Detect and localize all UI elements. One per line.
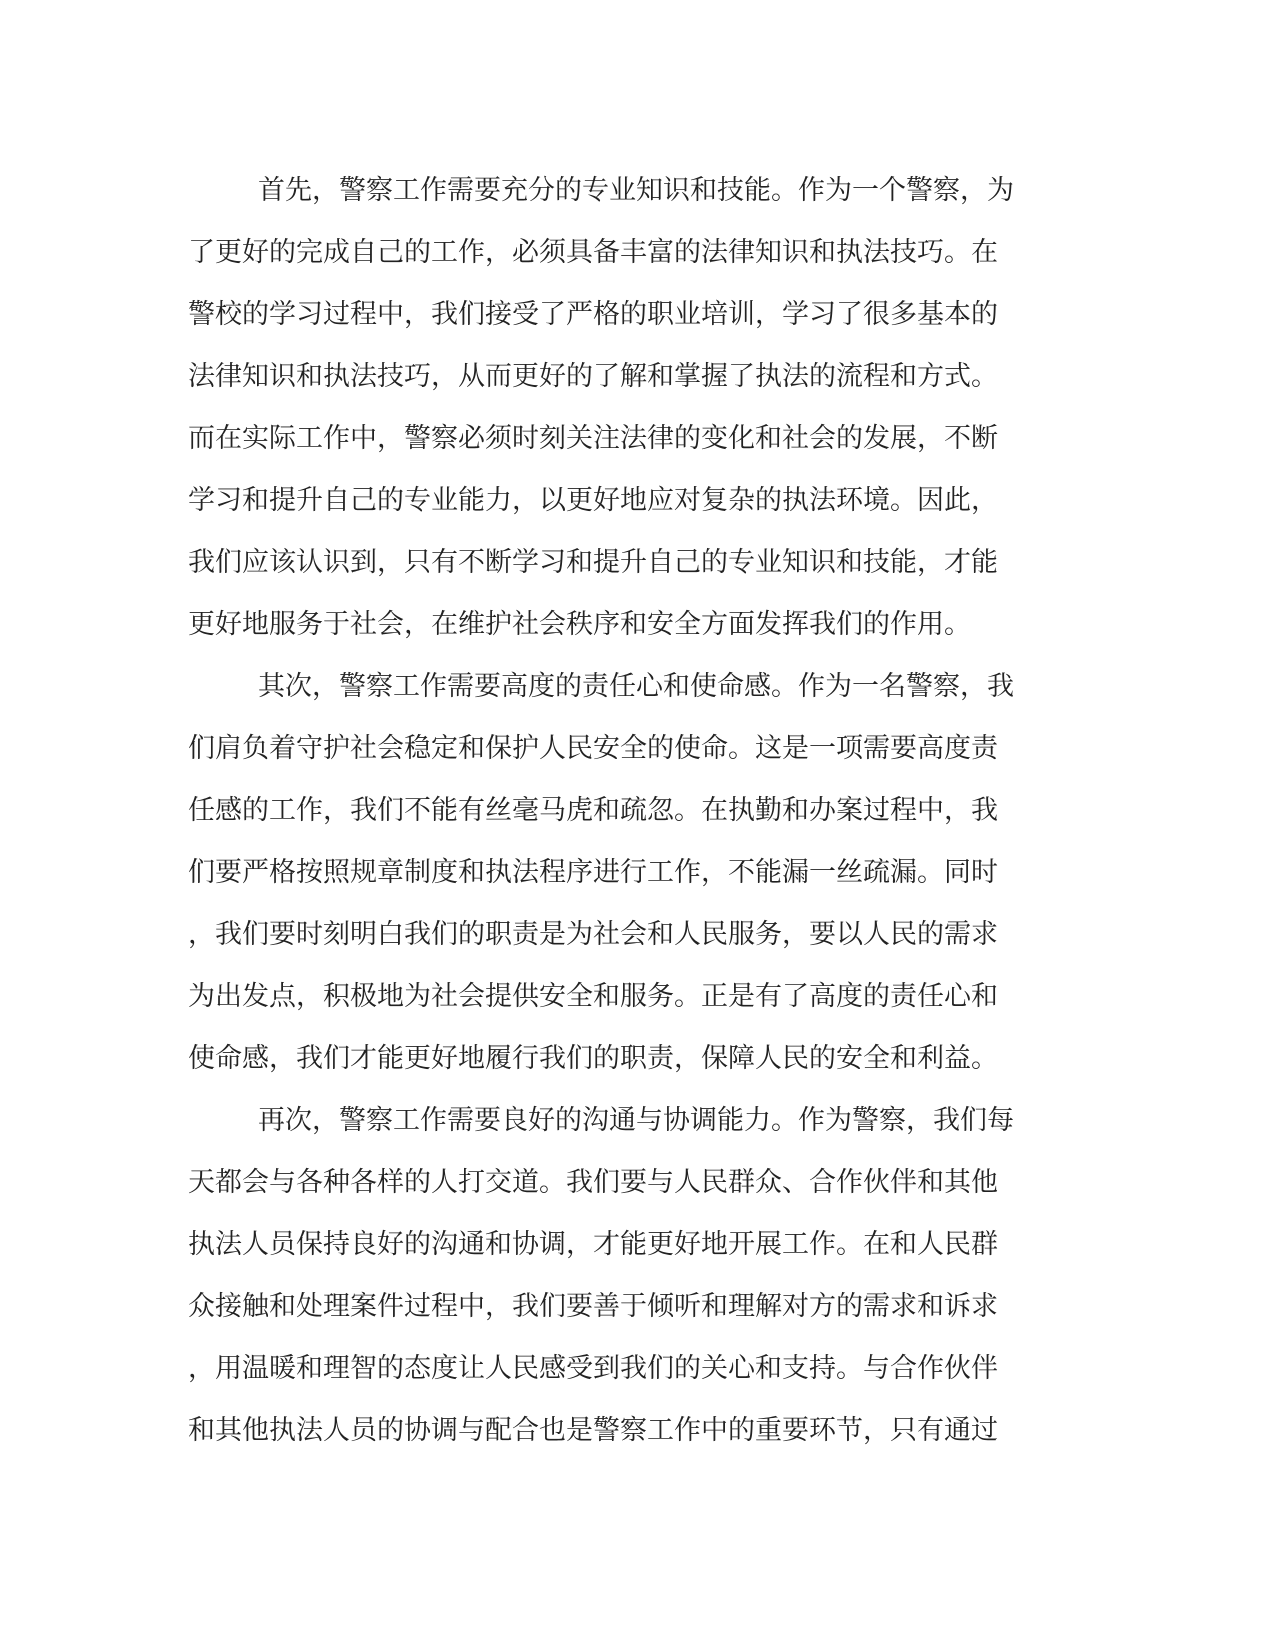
text-line: 们肩负着守护社会稳定和保护人民安全的使命。这是一项需要高度责 xyxy=(188,733,998,764)
text-line: 更好地服务于社会，在维护社会秩序和安全方面发挥我们的作用。 xyxy=(188,609,971,640)
text-line: 天都会与各种各样的人打交道。我们要与人民群众、合作伙伴和其他 xyxy=(188,1167,998,1198)
body-text xyxy=(188,160,1088,1462)
text-line: 任感的工作，我们不能有丝毫马虎和疏忽。在执勤和办案过程中，我 xyxy=(188,795,998,826)
text-line: 首先，警察工作需要充分的专业知识和技能。作为一个警察，为 xyxy=(258,175,1014,206)
text-line: 了更好的完成自己的工作，必须具备丰富的法律知识和执法技巧。在 xyxy=(188,237,998,268)
text-line: 执法人员保持良好的沟通和协调，才能更好地开展工作。在和人民群 xyxy=(188,1229,998,1260)
text-line: 法律知识和执法技巧，从而更好的了解和掌握了执法的流程和方式。 xyxy=(188,361,998,392)
text-line: ，我们要时刻明白我们的职责是为社会和人民服务，要以人民的需求 xyxy=(188,919,998,950)
text-line: 为出发点，积极地为社会提供安全和服务。正是有了高度的责任心和 xyxy=(188,981,998,1012)
text-line: 学习和提升自己的专业能力，以更好地应对复杂的执法环境。因此， xyxy=(188,485,998,516)
text-line: 众接触和处理案件过程中，我们要善于倾听和理解对方的需求和诉求 xyxy=(188,1291,998,1322)
text-line: 而在实际工作中，警察必须时刻关注法律的变化和社会的发展，不断 xyxy=(188,423,998,454)
text-line: 和其他执法人员的协调与配合也是警察工作中的重要环节，只有通过 xyxy=(188,1415,998,1446)
text-line: 其次，警察工作需要高度的责任心和使命感。作为一名警察，我 xyxy=(258,671,1014,702)
text-line: 再次，警察工作需要良好的沟通与协调能力。作为警察，我们每 xyxy=(258,1105,1014,1136)
text-line: 们要严格按照规章制度和执法程序进行工作，不能漏一丝疏漏。同时 xyxy=(188,857,998,888)
text-line: 使命感，我们才能更好地履行我们的职责，保障人民的安全和利益。 xyxy=(188,1043,998,1074)
text-line: 我们应该认识到，只有不断学习和提升自己的专业知识和技能，才能 xyxy=(188,547,998,578)
text-line: 警校的学习过程中，我们接受了严格的职业培训，学习了很多基本的 xyxy=(188,299,998,330)
text-line: ，用温暖和理智的态度让人民感受到我们的关心和支持。与合作伙伴 xyxy=(188,1353,998,1384)
